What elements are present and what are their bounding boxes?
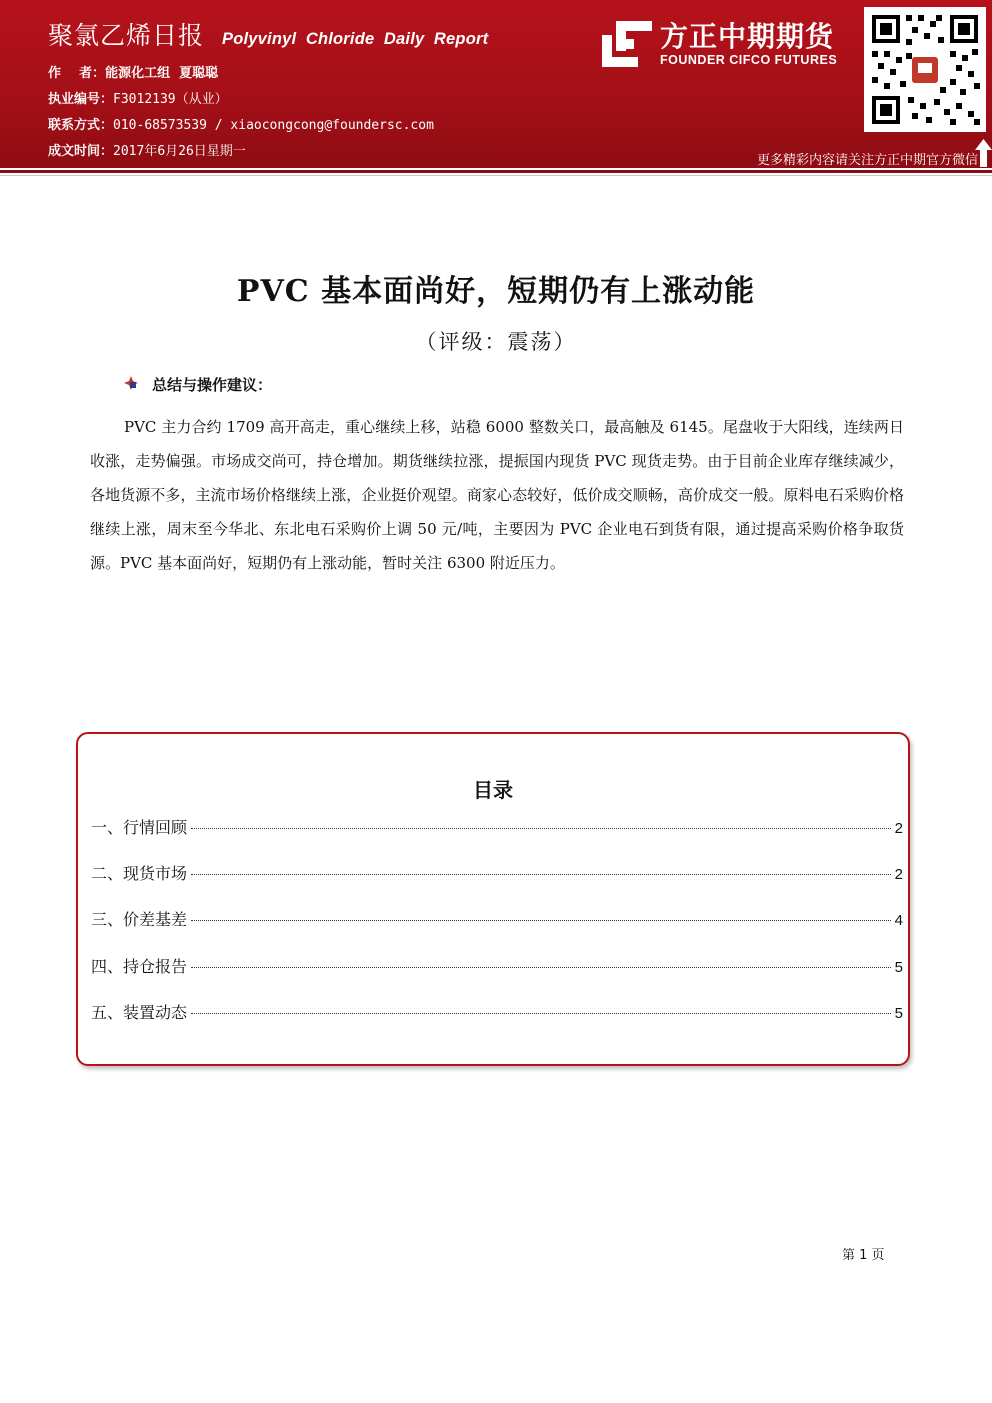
page-number: 第 1 页 [842,1248,885,1263]
table-of-contents [76,732,910,1066]
toc-item-label: 三、价差基差 [91,910,188,929]
logo-name-en: FOUNDER CIFCO FUTURES [660,53,838,67]
license-value: F3012139（从业） [113,92,228,107]
toc-leader-dots [191,967,891,968]
license-label: 执业编号： [48,92,114,107]
toc-item[interactable] [91,1000,903,1022]
toc-leader-dots [191,874,891,875]
toc-item-page: 5 [894,1005,903,1022]
document-title: PVC 基本面尚好，短期仍有上涨动能 [236,274,756,309]
header-divider-thin [0,175,992,176]
author-line [48,62,218,81]
license-line [48,88,228,107]
author-label: 作 者： [48,66,106,81]
toc-item-page: 2 [894,820,903,837]
company-logo [602,14,860,74]
date-line [48,140,246,159]
contact-value: 010-68573539 / xiaocongcong@foundersc.com [113,118,434,133]
toc-leader-dots [191,828,891,829]
contact-line [48,114,434,133]
summary-heading [124,374,272,395]
bullet-icon [124,376,138,394]
report-title-en: Polyvinyl Chloride Daily Report [222,30,489,48]
toc-item-page: 4 [894,912,903,929]
toc-item[interactable] [91,954,903,976]
toc-item[interactable] [91,815,903,837]
summary-paragraph: PVC 主力合约 1709 高开高走，重心继续上移，站稳 6000 整数关口，最高触及 6145。尾盘收于大阳线，连续两日收涨，走势偏强。市场成交尚可，持仓增加。期货继续拉涨，提振国内现货 PVC 现货走势。由于目前企业库存继续减少，各地货源不多，主流市场价格继续上涨，企业挺价观望。商家心态较好，低价成交顺畅，高价成交一般。原料电石采购价格继续上涨，周末至今华北、东北电石采购价上调 50 元/吨，主要因为 PVC 企业电石到货有限，通过提高采购价格争取货源。PVC 基本面尚好，短期仍有上涨动能，暂时关注 6300 附近压力。 [90,418,904,572]
toc-item-page: 2 [894,866,903,883]
logo-mark-icon [602,21,652,67]
arrow-up-icon [975,139,992,171]
contact-label: 联系方式： [48,118,114,133]
toc-item[interactable] [91,861,903,883]
summary-heading-text: 总结与操作建议： [152,376,273,394]
toc-item-label: 四、持仓报告 [91,957,188,976]
toc-item-label: 一、行情回顾 [91,818,188,837]
report-title-cn: 聚氯乙烯日报 [48,21,205,50]
logo-name-cn: 方正中期期货 [660,20,835,53]
author-value: 能源化工组 夏聪聪 [105,66,219,81]
header-divider [0,170,992,173]
date-label: 成文时间： [48,144,114,159]
wechat-follow-note: 更多精彩内容请关注方正中期官方微信 [756,153,978,168]
report-header [0,0,992,168]
toc-item-page: 5 [894,959,903,976]
toc-item-label: 二、现货市场 [91,864,188,883]
qr-code-icon [864,7,986,132]
date-value: 2017年6月26日星期一 [113,144,246,159]
toc-leader-dots [191,1013,891,1014]
report-title [48,16,488,50]
rating-label: （评级：震荡） [415,330,577,354]
toc-title: 目录 [473,778,513,802]
toc-item[interactable] [91,907,903,929]
toc-leader-dots [191,920,891,921]
toc-item-label: 五、装置动态 [91,1003,188,1022]
